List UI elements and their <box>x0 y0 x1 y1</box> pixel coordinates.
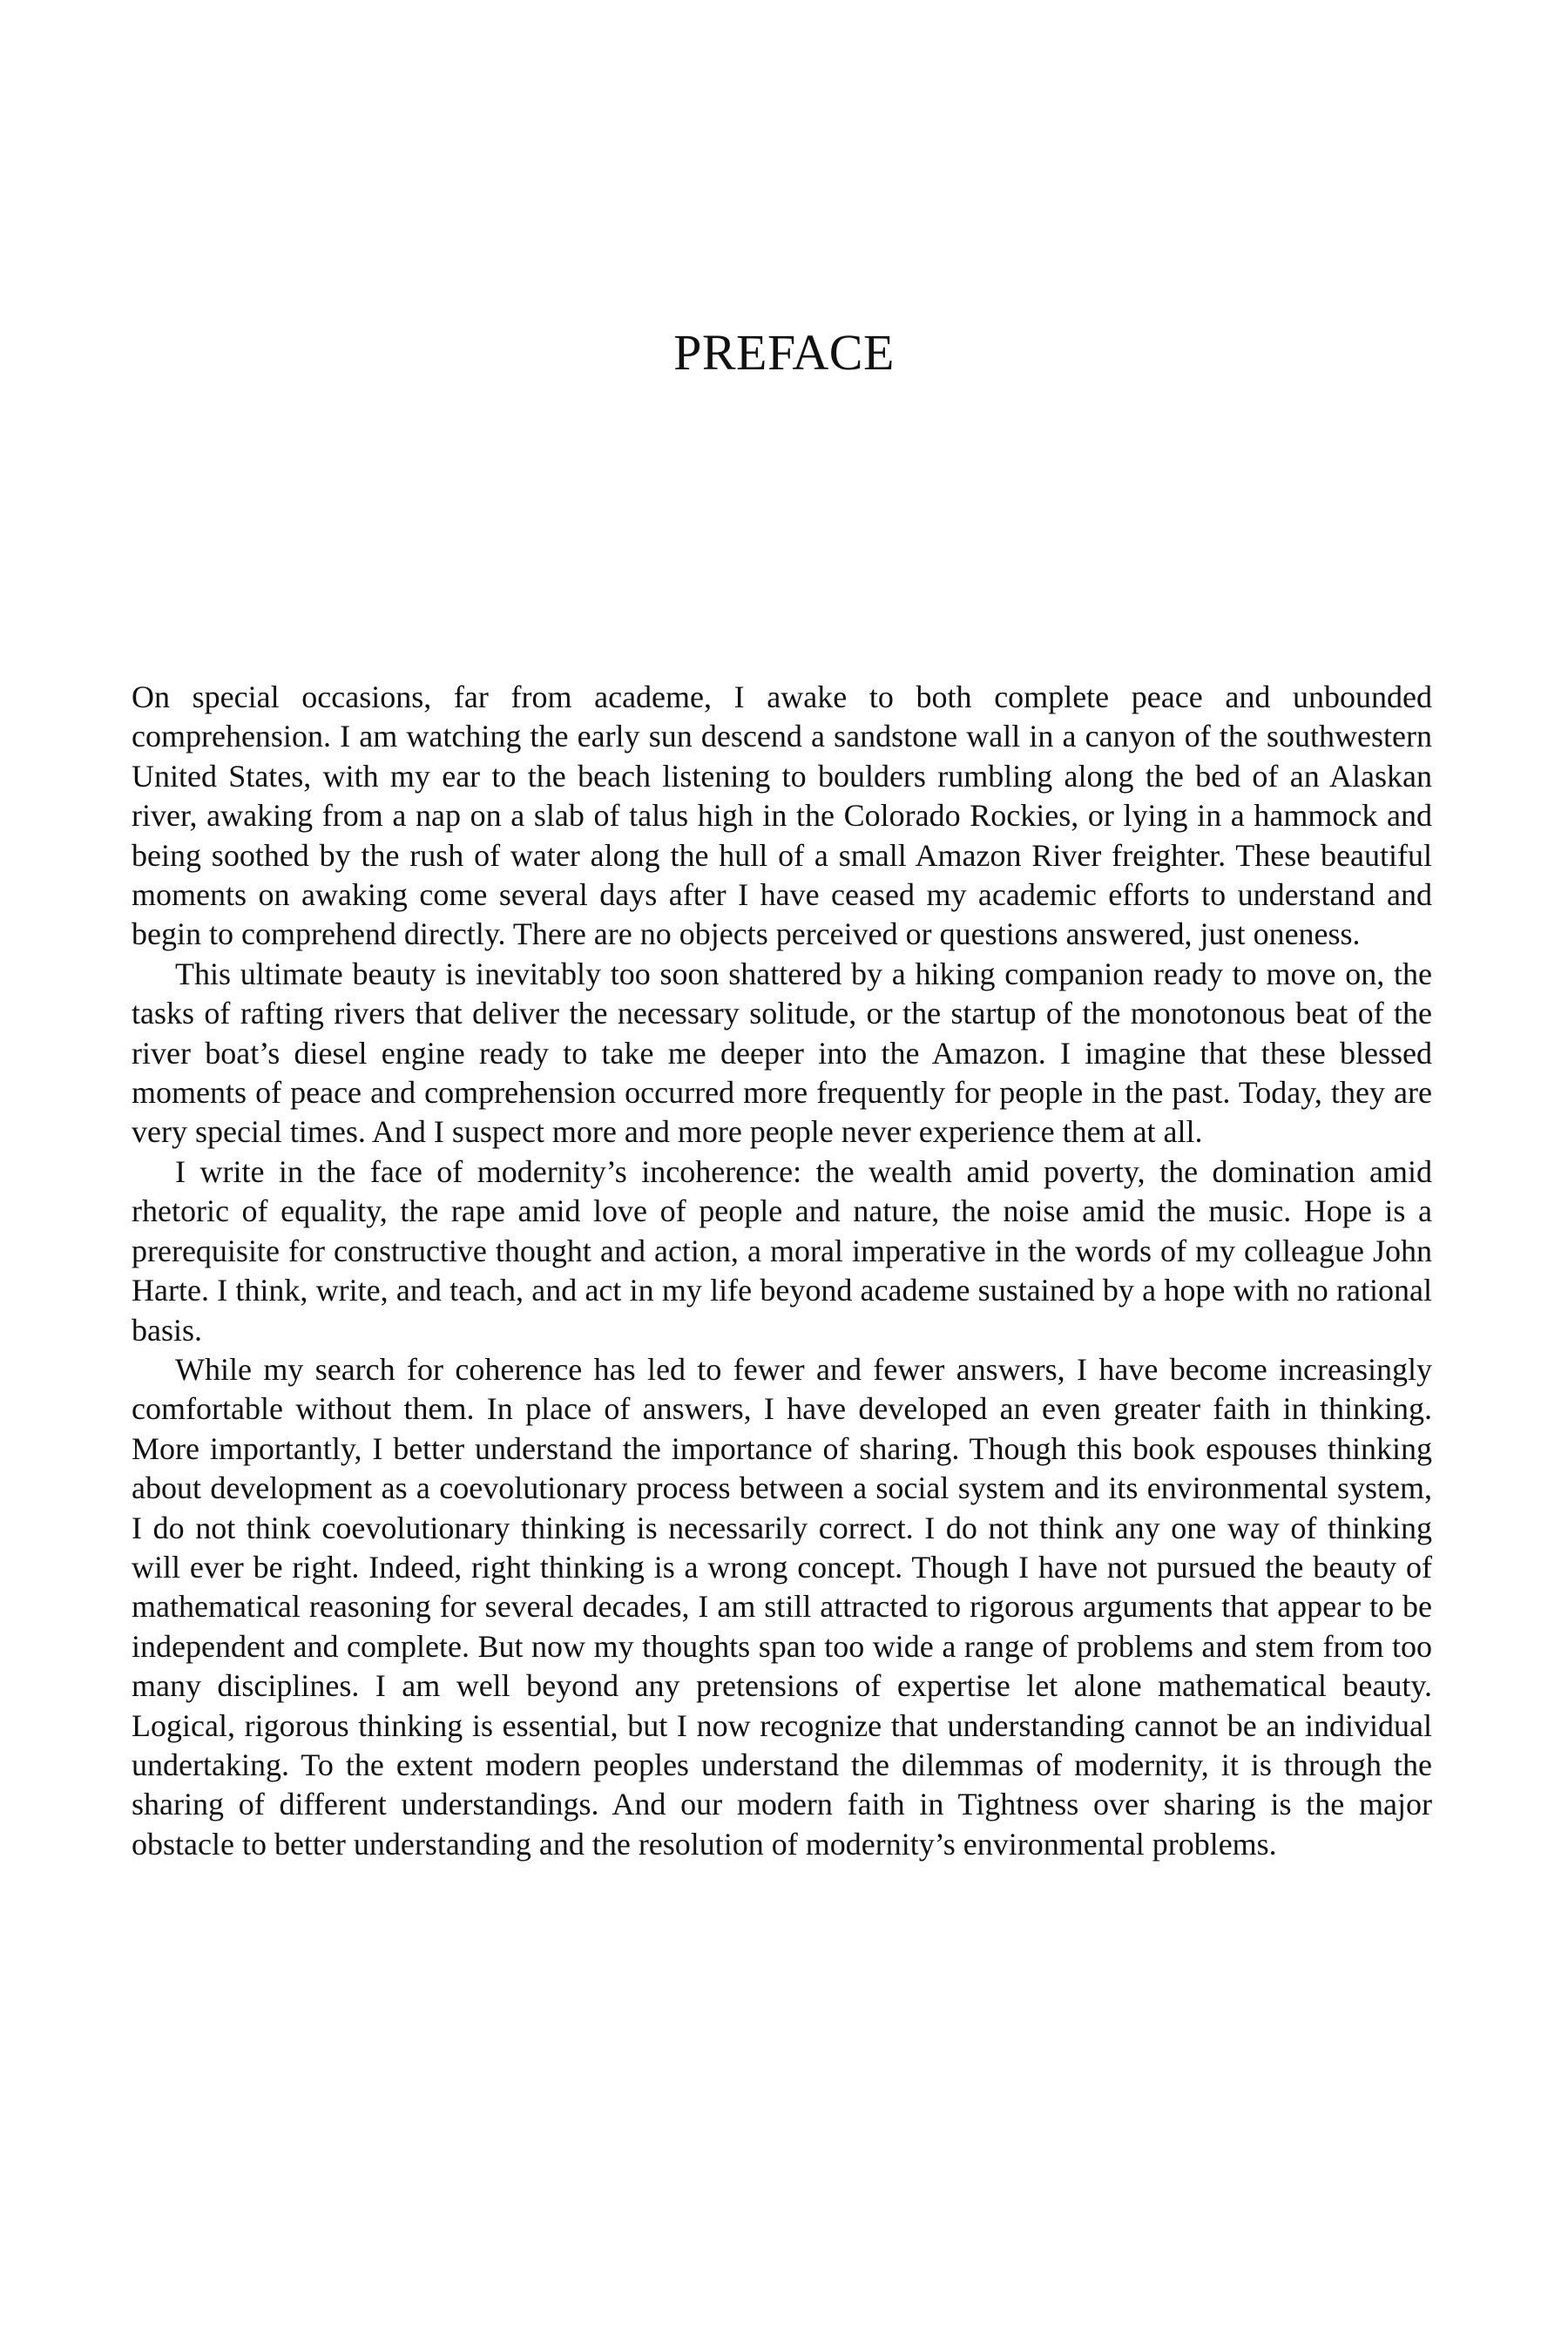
paragraph-1: On special occasions, far from academe, I awake to both complete peace and unbounded comprehension. I am watching the early sun descend a sandstone wall in a canyon of the southwestern United States, with my ear to the beach listening to boulders rumbling along the bed of an Alaskan river, awaking from a nap on a slab of talus high in the Colorado Rockies, or lying in a hammock and being soothed by the rush of water along the hull of a small Amazon River freighter. These beautiful moments on awaking come several days after I have ceased my academic efforts to understand and begin to comprehend directly. There are no objects perceived or questions answered, just oneness. <box>132 679 1432 952</box>
preface-body <box>132 678 1432 1864</box>
paragraph-2: This ultimate beauty is inevitably too soon shattered by a hiking companion ready to move on, the tasks of rafting rivers that deliver the necessary solitude, or the startup of the monotonous beat of the river boat’s diesel engine ready to take me deeper into the Amazon. I imagine that these blessed moments of peace and comprehension occurred more frequently for people in the past. Today, they are very special times. And I suspect more and more people never experience them at all. <box>132 956 1432 1150</box>
paragraph-4: While my search for coherence has led to fewer and fewer answers, I have become increasingly comfortable without them. In place of answers, I have developed an even greater faith in thinking. More importantly, I better understand the importance of sharing. Though this book espouses thinking about development as a coevolutionary process between a social system and its environmental system, I do not think coevolutionary thinking is necessarily correct. I do not think any one way of thinking will ever be right. Indeed, right thinking is a wrong concept. Though I have not pursued the beauty of mathematical reasoning for several decades, I am still attracted to rigorous arguments that appear to be independent and complete. But now my thoughts span too wide a range of problems and stem from too many disciplines. I am well beyond any pretensions of expertise let alone mathematical beauty. Logical, rigorous thinking is essential, but I now recognize that understanding cannot be an individual undertaking. To the extent modern peoples understand the dilemmas of modernity, it is through the sharing of different understandings. And our modern faith in Tightness over sharing is the major obstacle to better understanding and the resolution of modernity’s environmental problems. <box>132 1351 1432 1862</box>
paragraph-3: I write in the face of modernity’s incoherence: the wealth amid poverty, the domination amid rhetoric of equality, the rape amid love of people and nature, the noise amid the music. Hope is a prerequisite for constructive thought and action, a moral imperative in the words of my colleague John Harte. I think, write, and teach, and act in my life beyond academe sustained by a hope with no rational basis. <box>132 1153 1432 1348</box>
page-title: PREFACE <box>673 324 895 381</box>
